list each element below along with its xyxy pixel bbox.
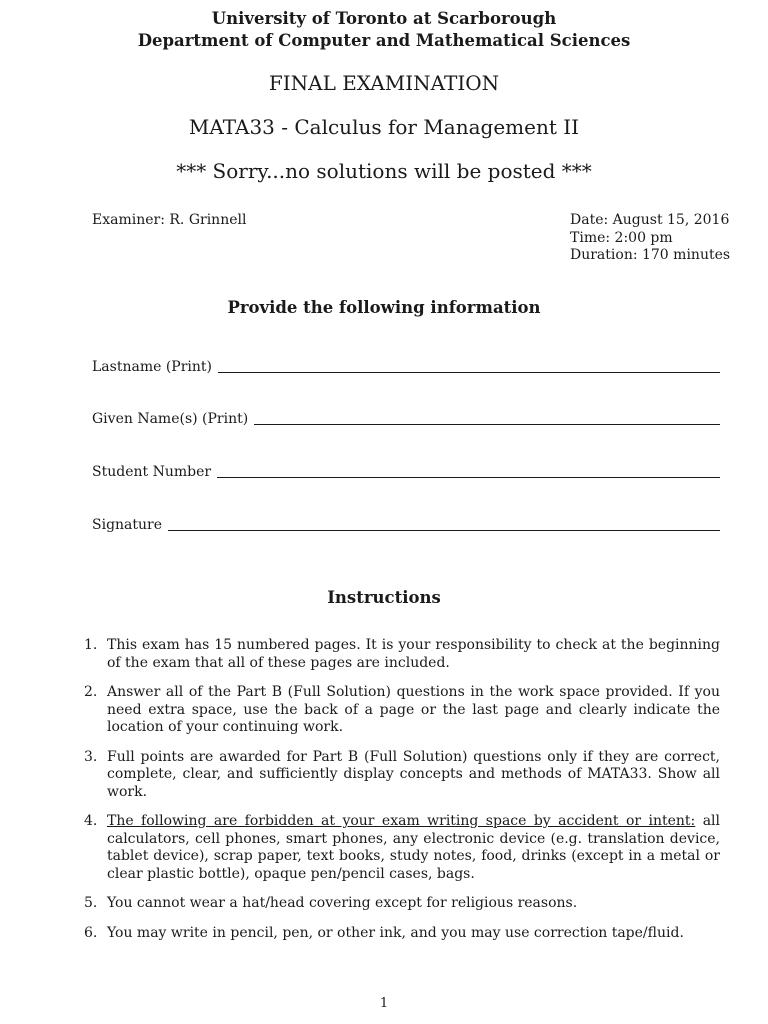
instructions-list	[84, 637, 720, 942]
instruction-item	[84, 925, 720, 943]
instruction-text: You may write in pencil, pen, or other ink, and you may use correction tape/fluid.	[107, 924, 684, 941]
instruction-item	[84, 749, 720, 802]
page-number: 1	[379, 996, 389, 1011]
lastname-field[interactable]	[92, 359, 720, 375]
given-name-line[interactable]	[254, 412, 720, 425]
signature-label: Signature	[92, 517, 163, 533]
exam-date: Date: August 15, 2016	[570, 212, 730, 228]
instruction-number: 2.	[84, 684, 98, 700]
instruction-text: Answer all of the Part B (Full Solution) questions in the work space provided. If you need extra space, use the back of a page or the last page and clearly indicate the location of your continuing work.	[107, 684, 720, 735]
exam-duration: Duration: 170 minutes	[570, 247, 731, 263]
signature-line[interactable]	[168, 518, 720, 531]
instruction-item	[84, 813, 720, 883]
exam-schedule	[570, 212, 730, 265]
instruction-forbidden-heading: The following are forbidden at your exam writing space by accident or intent:	[107, 813, 696, 829]
given-name-label: Given Name(s) (Print)	[92, 411, 249, 427]
course-title: MATA33 - Calculus for Management II	[188, 115, 580, 139]
student-number-line[interactable]	[217, 465, 720, 478]
header-block	[0, 8, 768, 52]
info-heading: Provide the following information	[227, 298, 541, 317]
instruction-number: 5.	[84, 895, 98, 911]
exam-title: FINAL EXAMINATION	[268, 71, 500, 95]
solutions-notice: *** Sorry...no solutions will be posted ***	[176, 159, 592, 183]
lastname-label: Lastname (Print)	[92, 359, 212, 375]
signature-field[interactable]	[92, 517, 720, 533]
given-name-field[interactable]	[92, 411, 720, 427]
instruction-number: 1.	[84, 637, 98, 653]
instruction-number: 6.	[84, 924, 98, 941]
examiner-text: Examiner: R. Grinnell	[92, 212, 247, 228]
instruction-text: Full points are awarded for Part B (Full Solution) questions only if they are correct, complete, clear, and sufficiently display concepts and methods of MATA33. Show all work.	[107, 748, 720, 800]
instruction-text: all calculators, cell phones, smart phones, any electronic device (e.g. translation device, tablet device), scrap paper, text books, study notes, food, drinks (except in a metal or clear plastic bottle), opaque pen/pencil cases, bags.	[107, 813, 720, 882]
exam-time: Time: 2:00 pm	[570, 229, 673, 246]
instruction-item	[84, 684, 720, 737]
instruction-text: You cannot wear a hat/head covering except for religious reasons.	[107, 895, 578, 911]
instruction-item	[84, 637, 720, 672]
instruction-item	[84, 895, 720, 913]
instruction-number: 3.	[84, 748, 98, 765]
student-number-label: Student Number	[92, 464, 212, 480]
instruction-text: This exam has 15 numbered pages. It is your responsibility to check at the beginning of the exam that all of these pages are included.	[107, 637, 720, 671]
university-name: University of Toronto at Scarborough	[211, 9, 557, 28]
department-name: Department of Computer and Mathematical Sciences	[137, 31, 631, 50]
instruction-number: 4.	[84, 813, 98, 829]
lastname-line[interactable]	[218, 360, 720, 373]
student-number-field[interactable]	[92, 464, 720, 480]
instructions-heading: Instructions	[327, 588, 441, 607]
